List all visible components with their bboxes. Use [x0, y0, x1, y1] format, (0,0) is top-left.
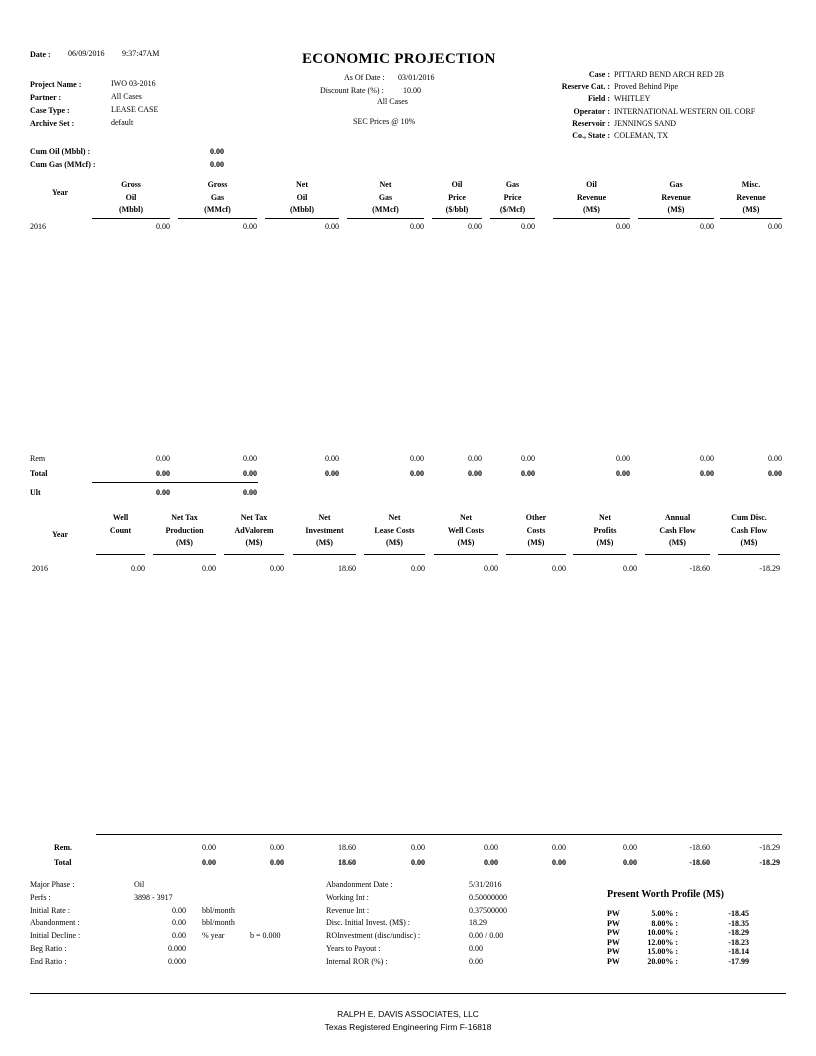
- info-value: Proved Behind Pipe: [614, 82, 678, 92]
- cell-value: 18.60: [338, 564, 356, 573]
- param-value: 0.00: [172, 931, 186, 941]
- cell-value: 0.00: [243, 454, 257, 463]
- param-value: 5/31/2016: [469, 880, 502, 889]
- param-label: Abandonment :: [30, 918, 80, 928]
- info-label: Case Type :: [30, 106, 70, 115]
- cell-value: 0.00: [202, 564, 216, 573]
- info-label: Reservoir :: [572, 118, 610, 128]
- pw-rate: 12.00% :: [647, 937, 678, 947]
- header-underline: [153, 554, 216, 555]
- cell-value: 0.00: [270, 858, 284, 867]
- column-header: Gas Revenue (M$): [661, 180, 691, 214]
- cell-value: -18.60: [689, 564, 710, 573]
- param-label: Disc. Initial Invest. (M$) :: [326, 918, 410, 928]
- pw-value: -18.45: [728, 909, 749, 918]
- info-label: Field :: [588, 94, 610, 104]
- info-label: Case :: [588, 70, 610, 79]
- cell-value: 0.00: [410, 222, 424, 231]
- param-value: 0.00: [172, 905, 186, 915]
- column-header: Other Costs (M$): [525, 513, 547, 547]
- pw-rate: 8.00% :: [651, 918, 678, 928]
- cell-value: 0.00: [410, 454, 424, 463]
- param-label: Perfs :: [30, 892, 51, 902]
- param-value: 0.00: [469, 944, 483, 953]
- report-date: 06/09/2016: [68, 49, 105, 58]
- header-underline: [718, 554, 780, 555]
- cell-value: 0.00: [468, 454, 482, 463]
- column-header: Net Well Costs (M$): [447, 513, 485, 547]
- param-value: 18.29: [469, 918, 487, 928]
- header-underline: [432, 218, 482, 219]
- totals-rule: [96, 834, 782, 835]
- cell-value: -18.60: [689, 858, 710, 867]
- row-label: Ult: [30, 488, 41, 497]
- pw-label: PW: [607, 918, 620, 928]
- cell-value: 0.00: [156, 222, 170, 231]
- param-value: Oil: [134, 880, 145, 889]
- param-value: 0.00 / 0.00: [469, 931, 504, 941]
- param-unit: bbl/month: [202, 918, 235, 928]
- all-cases: All Cases: [377, 97, 408, 106]
- info-label: Archive Set :: [30, 119, 75, 128]
- header-underline: [364, 554, 425, 555]
- cell-value: 0.00: [156, 469, 170, 478]
- param-value: 3898 - 3917: [134, 892, 173, 902]
- header-underline: [96, 554, 145, 555]
- column-header: Oil Price ($/bbl): [445, 180, 469, 214]
- header-underline: [293, 554, 356, 555]
- column-header: Net Investment (M$): [305, 513, 344, 547]
- cell-value: 0.00: [616, 454, 630, 463]
- pw-label: PW: [607, 909, 620, 918]
- pw-value: -18.14: [728, 947, 749, 957]
- cell-value: -18.60: [689, 843, 710, 852]
- year-header: Year: [52, 530, 68, 539]
- info-value: COLEMAN, TX: [614, 131, 669, 140]
- cell-value: 0.00: [325, 469, 339, 478]
- cell-value: 0.00: [768, 454, 782, 463]
- column-header: Net Gas (MMcf): [372, 180, 399, 214]
- info-value: IWO 03-2016: [111, 79, 156, 88]
- column-header: Well Count: [109, 513, 132, 535]
- row-label: Rem: [30, 454, 46, 463]
- column-header: Misc. Revenue (M$): [736, 180, 766, 214]
- date-label: Date :: [30, 50, 51, 59]
- param-value: 0.50000000: [469, 892, 507, 902]
- header-underline: [178, 218, 257, 219]
- param-label: Internal ROR (%) :: [326, 956, 388, 966]
- cell-value: 0.00: [552, 843, 566, 852]
- info-label: Reserve Cat. :: [561, 82, 610, 92]
- column-header: Net Profits (M$): [593, 513, 617, 547]
- pw-label: PW: [607, 928, 620, 938]
- param-label: Working Int :: [326, 892, 369, 902]
- info-value: WHITLEY: [614, 94, 651, 104]
- param-label: Major Phase :: [30, 880, 75, 889]
- header-underline: [434, 554, 498, 555]
- column-header: Cum Disc. Cash Flow (M$): [730, 513, 768, 547]
- cell-value: 0.00: [700, 469, 714, 478]
- cum-label: Cum Oil (Mbbl) :: [30, 147, 91, 156]
- year-header: Year: [52, 188, 68, 197]
- pw-label: PW: [607, 957, 620, 966]
- pw-value: -18.23: [728, 937, 749, 947]
- ult-rule: [92, 482, 258, 483]
- header-underline: [506, 554, 566, 555]
- pw-value: -18.29: [728, 928, 749, 938]
- cell-value: 0.00: [243, 222, 257, 231]
- pw-value: -18.35: [728, 918, 749, 928]
- sec-prices: SEC Prices @ 10%: [353, 117, 416, 126]
- column-header: Net Tax Production (M$): [165, 513, 204, 547]
- row-label: Total: [54, 858, 72, 867]
- page-title: ECONOMIC PROJECTION: [302, 51, 496, 67]
- cell-value: 0.00: [484, 858, 498, 867]
- pw-label: PW: [607, 937, 620, 947]
- cell-value: 0.00: [411, 564, 425, 573]
- header-underline: [553, 218, 630, 219]
- cell-value: 0.00: [156, 454, 170, 463]
- cell-value: 0.00: [484, 564, 498, 573]
- cell-value: 0.00: [616, 222, 630, 231]
- cell-value: 0.00: [411, 843, 425, 852]
- row-label: 2016: [32, 564, 48, 573]
- param-label: Initial Decline :: [30, 931, 81, 941]
- pw-rate: 10.00% :: [647, 928, 678, 938]
- cell-value: 0.00: [202, 858, 216, 867]
- param-value: 0.000: [168, 956, 186, 966]
- header-underline: [638, 218, 714, 219]
- column-header: Gross Oil (Mbbl): [119, 180, 143, 214]
- info-value: JENNINGS SAND: [614, 118, 677, 128]
- header-underline: [645, 554, 710, 555]
- cell-value: 0.00: [521, 454, 535, 463]
- cell-value: 0.00: [700, 222, 714, 231]
- header-underline: [224, 554, 284, 555]
- param-unit: bbl/month: [202, 905, 235, 915]
- cell-value: -18.29: [759, 564, 780, 573]
- header-underline: [265, 218, 339, 219]
- param-value: 0.37500000: [469, 905, 507, 915]
- param-value: 0.00: [172, 918, 186, 928]
- cell-value: 0.00: [325, 454, 339, 463]
- cell-value: 0.00: [468, 469, 482, 478]
- cell-value: 0.00: [484, 843, 498, 852]
- footer-rule: [30, 993, 786, 994]
- row-label: 2016: [30, 222, 46, 231]
- cell-value: 0.00: [270, 564, 284, 573]
- info-value: All Cases: [111, 92, 142, 101]
- column-header: Net Lease Costs (M$): [374, 513, 415, 547]
- pw-rate: 20.00% :: [647, 957, 678, 966]
- cell-value: 0.00: [521, 469, 535, 478]
- info-value: INTERNATIONAL WESTERN OIL CORF: [614, 106, 756, 116]
- pw-title: Present Worth Profile (M$): [607, 889, 724, 900]
- cell-value: 0.00: [552, 564, 566, 573]
- cum-value: 0.00: [210, 160, 224, 169]
- cell-value: 0.00: [243, 488, 257, 497]
- pw-value: -17.99: [728, 957, 749, 966]
- pw-rate: 15.00% :: [647, 947, 678, 957]
- discount-rate: 10.00: [403, 86, 421, 95]
- param-extra: b = 0.000: [250, 931, 281, 941]
- row-label: Rem.: [54, 843, 72, 852]
- header-underline: [92, 218, 170, 219]
- cell-value: 0.00: [410, 469, 424, 478]
- header-underline: [573, 554, 637, 555]
- cell-value: 0.00: [411, 858, 425, 867]
- cell-value: 0.00: [768, 222, 782, 231]
- cell-value: -18.29: [759, 843, 780, 852]
- cell-value: 0.00: [623, 564, 637, 573]
- param-label: Abandonment Date :: [326, 880, 393, 889]
- cell-value: 0.00: [616, 469, 630, 478]
- param-unit: % year: [202, 931, 225, 941]
- param-label: ROInvestment (disc/undisc) :: [326, 931, 421, 941]
- info-label: Co., State :: [572, 131, 610, 140]
- param-label: End Ratio :: [30, 956, 67, 966]
- cell-value: 0.00: [552, 858, 566, 867]
- param-value: 0.000: [168, 944, 186, 953]
- info-label: Partner :: [30, 93, 62, 102]
- param-label: Initial Rate :: [30, 905, 70, 915]
- cell-value: 18.60: [338, 858, 356, 867]
- pw-rate: 5.00% :: [651, 909, 678, 918]
- info-label: Project Name :: [30, 80, 82, 89]
- cell-value: 0.00: [468, 222, 482, 231]
- cell-value: 0.00: [243, 469, 257, 478]
- header-underline: [490, 218, 535, 219]
- info-label: Operator :: [573, 106, 610, 116]
- param-label: Beg Ratio :: [30, 944, 67, 953]
- param-value: 0.00: [469, 956, 483, 966]
- column-header: Oil Revenue (M$): [576, 180, 607, 214]
- cell-value: 18.60: [338, 843, 356, 852]
- param-label: Years to Payout :: [326, 944, 381, 953]
- column-header: Annual Cash Flow (M$): [659, 513, 696, 547]
- cell-value: 0.00: [325, 222, 339, 231]
- column-header: Gas Price ($/Mcf): [499, 180, 526, 214]
- cell-value: 0.00: [623, 858, 637, 867]
- cum-label: Cum Gas (MMcf) :: [30, 160, 96, 169]
- as-of-label: As Of Date :: [344, 73, 385, 82]
- cell-value: 0.00: [521, 222, 535, 231]
- cell-value: 0.00: [768, 469, 782, 478]
- column-header: Gross Gas (MMcf): [204, 180, 231, 214]
- cell-value: 0.00: [156, 488, 170, 497]
- header-underline: [720, 218, 782, 219]
- info-value: PITTARD BEND ARCH RED 2B: [614, 70, 725, 79]
- param-label: Revenue Int :: [326, 905, 370, 915]
- cell-value: 0.00: [202, 843, 216, 852]
- column-header: Net Oil (Mbbl): [290, 180, 314, 214]
- info-value: default: [111, 118, 134, 127]
- pw-label: PW: [607, 947, 620, 957]
- row-label: Total: [30, 469, 48, 478]
- cell-value: 0.00: [700, 454, 714, 463]
- footer-firm: Texas Registered Engineering Firm F-16818: [324, 1022, 492, 1032]
- info-value: LEASE CASE: [111, 105, 159, 114]
- footer-company: RALPH E. DAVIS ASSOCIATES, LLC: [337, 1009, 479, 1019]
- cell-value: 0.00: [270, 843, 284, 852]
- header-underline: [347, 218, 424, 219]
- cum-value: 0.00: [210, 147, 224, 156]
- cell-value: 0.00: [131, 564, 145, 573]
- report-time: 9:37:47AM: [122, 49, 160, 58]
- discount-rate-label: Discount Rate (%) :: [320, 86, 384, 95]
- column-header: Net Tax AdValorem (M$): [234, 513, 274, 547]
- cell-value: 0.00: [623, 843, 637, 852]
- cell-value: -18.29: [759, 858, 780, 867]
- as-of-date: 03/01/2016: [398, 73, 435, 82]
